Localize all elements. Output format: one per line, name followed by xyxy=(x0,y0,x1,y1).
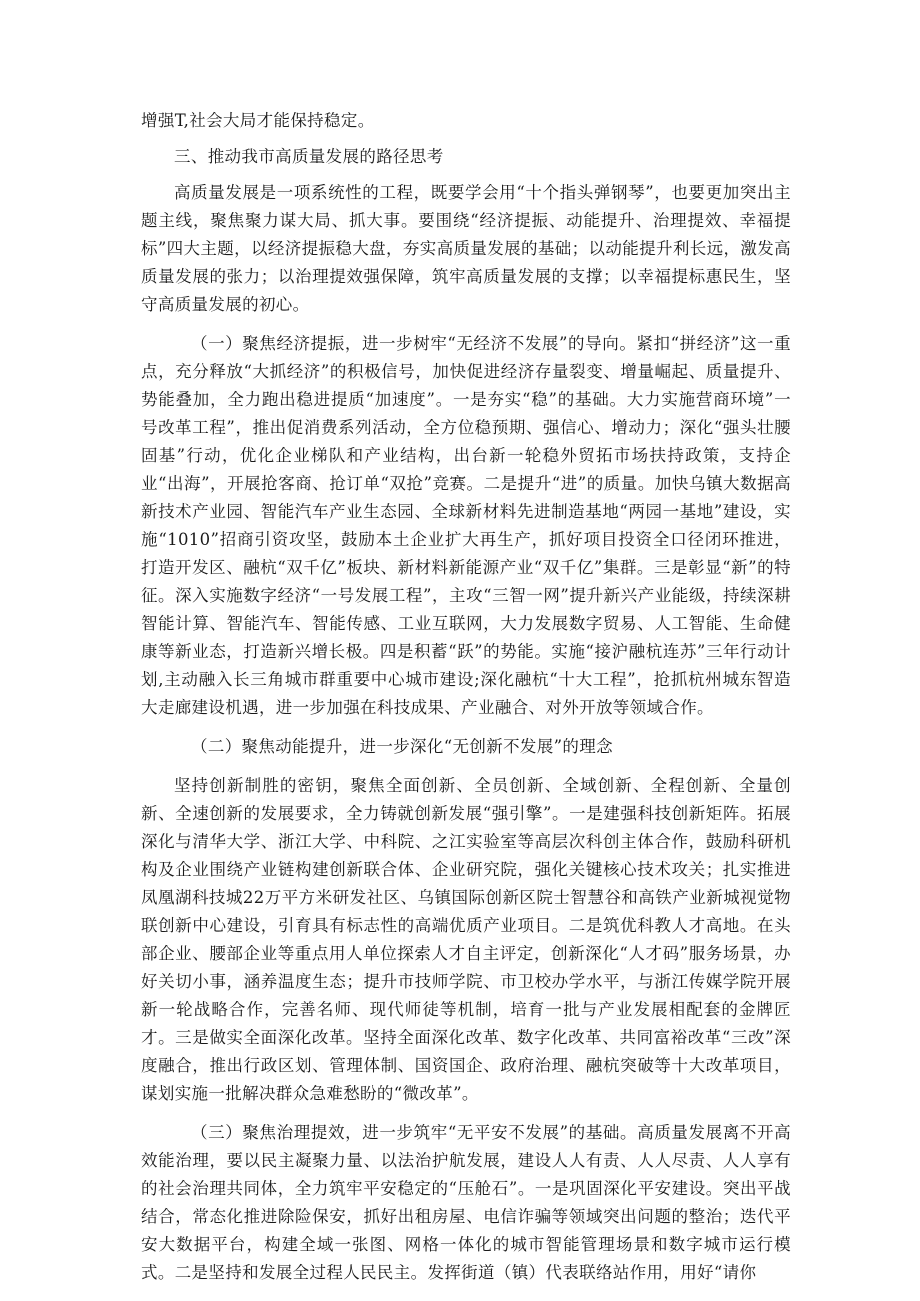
document-body xyxy=(141,107,791,1287)
paragraph-intro: 高质量发展是一项系统性的工程，既要学会用“十个指头弹钢琴”，也要更加突出主题主线，聚焦聚力谋大局、抓大事。要围绕“经济提振、动能提升、治理提效、幸福提标”四大主题，以经济提振稳大盘，夯实高质量发展的基础；以动能提升利长远，激发高质量发展的张力；以治理提效强保障，筑牢高质量发展的支撑；以幸福提标惠民生，坚守高质量发展的初心。 xyxy=(141,183,791,314)
paragraph-innovation: 坚持创新制胜的密钥，聚焦全面创新、全员创新、全域创新、全程创新、全量创新、全速创新的发展要求，全力铸就创新发展“强引擎”。一是建强科技创新矩阵。拓展深化与清华大学、浙江大学、中科院、之江实验室等高层次科创主体合作，鼓励科研机构及企业围绕产业链构建创新联合体、企业研究院，强化关键核心技术攻关；扎实推进凤凰湖科技城22万平方米研发社区、乌镇国际创新区院士智慧谷和高铁产业新城视觉物联创新中心建设，引育具有标志性的高端优质产业项目。二是筑优科教人才高地。在头部企业、腰部企业等重点用人单位探索人才自主评定，创新深化“人才码”服务场景，办好关切小事，涵养温度生态；提升市技师学院、市卫校办学水平，与浙江传媒学院开展新一轮战略合作，完善名师、现代师徒等机制，培育一批与产业发展相配套的金牌匠才。三是做实全面深化改革。坚持全面深化改革、数字化改革、共同富裕改革“三改”深度融合，推出行政区划、管理体制、国资国企、政府治理、融杭突破等十大改革项目，谋划实施一批解决群众急难愁盼的“微改革”。 xyxy=(141,776,791,1103)
section-heading: 三、推动我市高质量发展的路径思考 xyxy=(174,147,444,166)
paragraph-governance: （三）聚焦治理提效，进一步筑牢“无平安不发展”的基础。高质量发展离不开高效能治理，要以民主凝聚力量、以法治护航发展，建设人人有责、人人尽责、人人享有的社会治理共同体，全力筑牢平安稳定的“压舱石”。一是巩固深化平安建设。突出平战结合，常态化推进除险保安，抓好出租房屋、电信诈骗等领域突出问题的整治；迭代平安大数据平台，构建全域一张图、网格一体化的城市智能管理场景和数字城市运行模式。二是坚持和发展全过程人民民主。发挥街道（镇）代表联络站作用，用好“请你 xyxy=(141,1123,791,1282)
paragraph-economy: （一）聚焦经济提振，进一步树牢“无经济不发展”的导向。紧扣“拼经济”这一重点，充分释放“大抓经济”的积极信号，加快促进经济存量裂变、增量崛起、质量提升、势能叠加，全力跑出稳进提质“加速度”。一是夯实“稳”的基础。大力实施营商环境”一号改革工程”，推出促消费系列活动，全方位稳预期、强信心、增动力；深化“强头壮腰固基”行动，优化企业梯队和产业结构，出台新一轮稳外贸拓市场扶持政策，支持企业“出海”，开展抢客商、抢订单“双抢”竞赛。二是提升“进”的质量。加快乌镇大数据高新技术产业园、智能汽车产业生态园、全球新材料先进制造基地“两园一基地”建设，实施“1010”招商引资攻坚，鼓励本土企业扩大再生产，抓好项目投资全口径闭环推进，打造开发区、融杭“双千亿”板块、新材料新能源产业“双千亿”集群。三是彰显“新”的特征。深入实施数字经济“一号发展工程”，主攻“三智一网”提升新兴产业能级，持续深耕智能计算、智能汽车、智能传感、工业互联网，大力发展数字贸易、人工智能、生命健康等新业态，打造新兴增长极。四是积蓄“跃”的势能。实施“接沪融杭连苏”三年行动计划,主动融入长三角城市群重要中心城市建设;深化融杭“十大工程”，抢抓杭州城东智造大走廊建设机遇，进一步加强在科技成果、产业融合、对外开放等领域合作。 xyxy=(141,334,791,717)
paragraph-continuation: 增强T,社会大局才能保持稳定。 xyxy=(141,111,375,130)
subheading-innovation: （二）聚焦动能提升，进一步深化“无创新不发展”的理念 xyxy=(191,737,613,756)
